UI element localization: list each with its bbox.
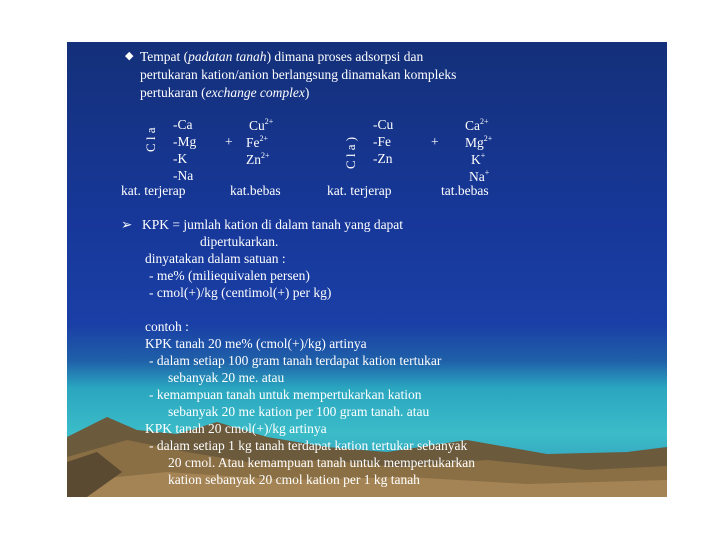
left-ion-4: -Na (173, 168, 194, 183)
right-plus-2: + (431, 134, 439, 149)
intro-line-1-italic: padatan tanah (188, 49, 267, 64)
example-line-7: KPK tanah 20 cmol(+)/kg artinya (145, 421, 327, 436)
slide (67, 42, 667, 497)
example-line-6: sebanyak 20 me kation per 100 gram tanah. atau (168, 404, 430, 419)
example-line-10: kation sebanyak 20 cmol kation per 1 kg tanah (168, 472, 420, 487)
example-line-9: 20 cmol. Atau kemampuan tanah untuk mempertukarkan (168, 455, 476, 470)
left-clay-label: C l a (143, 127, 158, 152)
kpk-line-2: dipertukarkan. (200, 234, 279, 249)
right-ion-1: -Cu (373, 117, 394, 132)
right-ion-2: -Fe (373, 134, 391, 149)
right-label-adsorbed: kat. terjerap (327, 183, 392, 198)
right-row-2 (373, 134, 493, 150)
right-label-free: tat.bebas (441, 183, 489, 198)
right-free-2: $Mg^{2+}$ (465, 134, 493, 150)
example-line-4: sebanyak 20 me. atau (168, 370, 285, 385)
left-free-1: $Cu^{2+}$ (249, 117, 274, 133)
left-free-2: $Fe^{2+}$ (246, 134, 269, 150)
right-free-1: $Ca^{2+}$ (465, 117, 489, 133)
intro-line-1 (140, 50, 423, 64)
intro-bullet-icon: ◆ (125, 50, 134, 62)
right-free-4: Na+ (469, 168, 490, 184)
kpk-line-1: KPK = jumlah kation di dalam tanah yang dapat (142, 217, 404, 232)
left-ion-3: -K (173, 151, 188, 166)
example-line-3: - dalam setiap 100 gram tanah terdapat kation tertukar (149, 353, 442, 368)
left-ion-2: -Mg (173, 134, 197, 149)
right-clay-label: C l a ) (343, 136, 358, 169)
left-row-2 (173, 134, 269, 150)
right-row-3 (373, 151, 486, 167)
intro-line-3-b: ) (304, 85, 310, 100)
intro-line-2: pertukaran kation/anion berlangsung dinamakan kompleks (140, 67, 457, 82)
left-label-adsorbed: kat. terjerap (121, 183, 186, 198)
left-row-3 (173, 151, 270, 167)
kpk-unit-1: - me% (miliequivalen persen) (149, 268, 310, 283)
intro-line-3 (140, 86, 309, 100)
kpk-arrow-icon: ➢ (121, 217, 133, 232)
kpk-unit-2: - cmol(+)/kg (centimol(+) per kg) (149, 285, 332, 300)
intro-line-3-italic: exchange complex (205, 85, 305, 100)
example-line-8: - dalam setiap 1 kg tanah terdapat kation tertukar sebanyak (149, 438, 468, 453)
left-ion-1: -Ca (173, 117, 193, 132)
intro-line-1-a: Tempat ( (140, 49, 189, 64)
example-line-5: - kemampuan tanah untuk mempertukarkan kation (149, 387, 422, 402)
right-free-3: K+ (471, 151, 486, 167)
left-plus-2: + (225, 134, 233, 149)
right-row-1 (373, 117, 489, 133)
example-line-2: KPK tanah 20 me% (cmol(+)/kg) artinya (145, 336, 367, 351)
intro-line-3-a: pertukaran ( (140, 85, 206, 100)
left-free-3: $Zn^{2+}$ (246, 151, 270, 167)
left-label-free: kat.bebas (230, 183, 281, 198)
kpk-line-3: dinyatakan dalam satuan : (145, 251, 286, 266)
intro-line-1-b: ) dimana proses adsorpsi dan (266, 49, 424, 64)
left-row-1 (173, 117, 274, 133)
left-row-4 (173, 169, 193, 183)
right-ion-3: -Zn (373, 151, 393, 166)
example-line-1: contoh : (145, 319, 189, 334)
